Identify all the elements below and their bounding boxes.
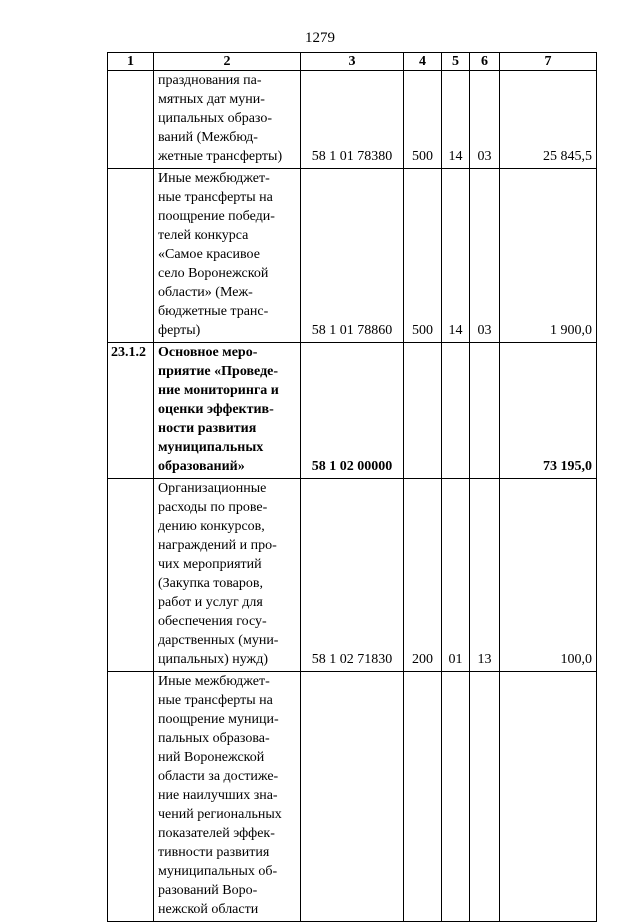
row-sum: 1 900,0 (500, 169, 597, 343)
row-name: празднования па- мятных дат муни- ципальных образо- ваний (Межбюд- жетные трансферты) (154, 71, 301, 169)
header-cell-5: 5 (442, 53, 470, 71)
header-row (108, 53, 597, 71)
row-code: 58 1 01 78380 (301, 71, 404, 169)
header-cell-4: 4 (404, 53, 442, 71)
row-number (108, 71, 154, 169)
row-code (301, 672, 404, 922)
row-number: 23.1.2 (108, 343, 154, 479)
table-row (108, 71, 597, 169)
table-row (108, 479, 597, 672)
row-pr: 03 (470, 169, 500, 343)
table-row (108, 672, 597, 922)
row-sum: 100,0 (500, 479, 597, 672)
row-vr: 500 (404, 71, 442, 169)
row-vr (404, 672, 442, 922)
budget-table (107, 52, 597, 922)
table-row (108, 343, 597, 479)
header-cell-3: 3 (301, 53, 404, 71)
header-cell-1: 1 (108, 53, 154, 71)
row-rz: 14 (442, 71, 470, 169)
row-sum: 73 195,0 (500, 343, 597, 479)
row-name: Иные межбюджет- ные трансферты на поощрение победи- телей конкурса «Самое красивое село Воронежской области» (Меж- бюджетные транс- ферты) (154, 169, 301, 343)
row-code: 58 1 02 71830 (301, 479, 404, 672)
page-number: 1279 (305, 30, 335, 46)
row-rz: 14 (442, 169, 470, 343)
row-vr (404, 343, 442, 479)
row-rz (442, 343, 470, 479)
row-sum (500, 672, 597, 922)
row-vr: 200 (404, 479, 442, 672)
header-cell-6: 6 (470, 53, 500, 71)
row-name: Основное меро- приятие «Проведе- ние мониторинга и оценки эффектив- ности развития муниципальных образований» (154, 343, 301, 479)
row-code: 58 1 02 00000 (301, 343, 404, 479)
row-number (108, 479, 154, 672)
row-number (108, 169, 154, 343)
row-sum: 25 845,5 (500, 71, 597, 169)
row-name: Организационные расходы по прове- дению конкурсов, награждений и про- чих мероприятий (Закупка товаров, работ и услуг для обеспечения госу- дарственных (муни- ципальных) нужд) (154, 479, 301, 672)
row-rz (442, 672, 470, 922)
row-rz: 01 (442, 479, 470, 672)
row-pr (470, 672, 500, 922)
table-row (108, 169, 597, 343)
row-name: Иные межбюджет- ные трансферты на поощрение муници- пальных образова- ний Воронежской области за достиже- ние наилучших зна- чений региональных показателей эффек- тивности развития муниципальных об- разований Воро- нежской области (154, 672, 301, 922)
row-pr: 13 (470, 479, 500, 672)
header-cell-2: 2 (154, 53, 301, 71)
row-code: 58 1 01 78860 (301, 169, 404, 343)
row-pr (470, 343, 500, 479)
row-vr: 500 (404, 169, 442, 343)
header-cell-7: 7 (500, 53, 597, 71)
row-number (108, 672, 154, 922)
row-pr: 03 (470, 71, 500, 169)
